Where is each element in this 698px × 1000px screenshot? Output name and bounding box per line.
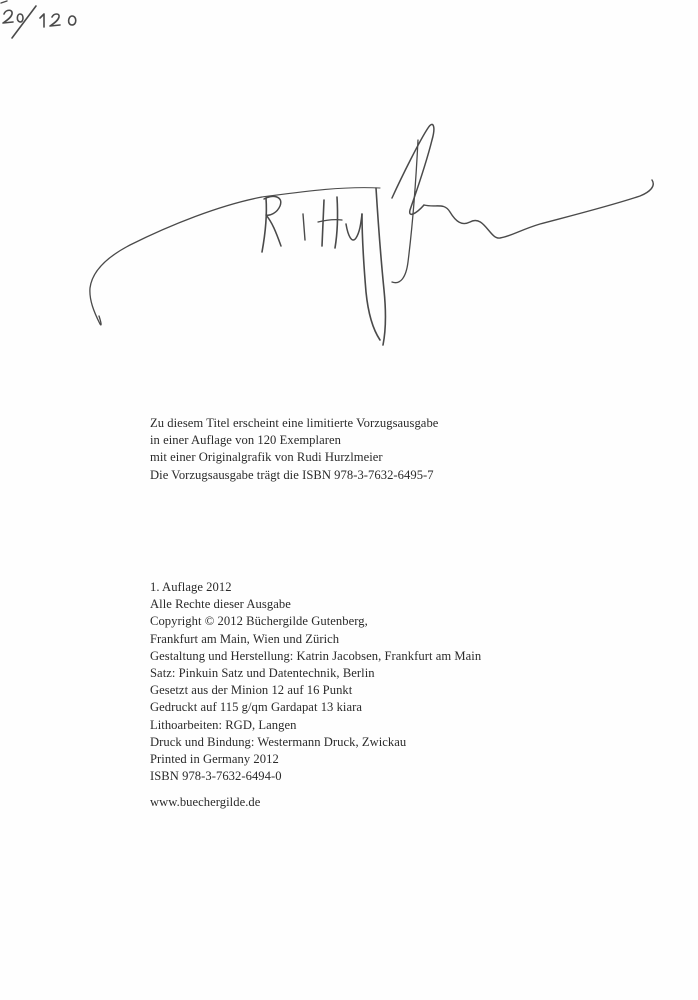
imprint-paper: Gedruckt auf 115 g/qm Gardapat 13 kiara: [150, 700, 363, 715]
limited-edition-notice: [150, 415, 590, 484]
imprint-design: Gestaltung und Herstellung: Katrin Jacobsen, Frankfurt am Main: [150, 648, 482, 663]
imprint-typeface: Gesetzt aus der Minion 12 auf 16 Punkt: [150, 683, 353, 698]
notice-line: Zu diesem Titel erscheint eine limitierte Vorzugsausgabe: [150, 416, 439, 430]
notice-line: in einer Auflage von 120 Exemplaren: [150, 433, 341, 448]
imprint-publisher-location: Frankfurt am Main, Wien und Zürich: [150, 631, 340, 646]
imprint-details: [150, 579, 590, 785]
notice-line: Die Vorzugsausgabe trägt die ISBN 978-3-7632-6495-7: [150, 467, 434, 482]
pencil-speck: [0, 0, 8, 4]
website-link[interactable]: www.buechergilde.de: [150, 795, 261, 809]
imprint-printing: Druck und Bindung: Westermann Druck, Zwickau: [150, 734, 407, 749]
notice-line: mit einer Originalgrafik von Rudi Hurzlmeier: [150, 450, 383, 465]
imprint-litho: Lithoarbeiten: RGD, Langen: [150, 717, 297, 732]
imprint-printed-in: Printed in Germany 2012: [150, 752, 279, 767]
imprint-isbn: ISBN 978-3-7632-6494-0: [150, 769, 282, 784]
handwritten-signature-area: [0, 0, 698, 360]
artist-signature-drawing: [0, 0, 698, 360]
imprint-copyright: Copyright © 2012 Büchergilde Gutenberg,: [150, 614, 368, 629]
imprint-rights: Alle Rechte dieser Ausgabe: [150, 597, 291, 612]
imprint-edition: 1. Auflage 2012: [150, 580, 232, 594]
website-link-block: [150, 794, 450, 811]
imprint-typesetting: Satz: Pinkuin Satz und Datentechnik, Berlin: [150, 666, 375, 681]
